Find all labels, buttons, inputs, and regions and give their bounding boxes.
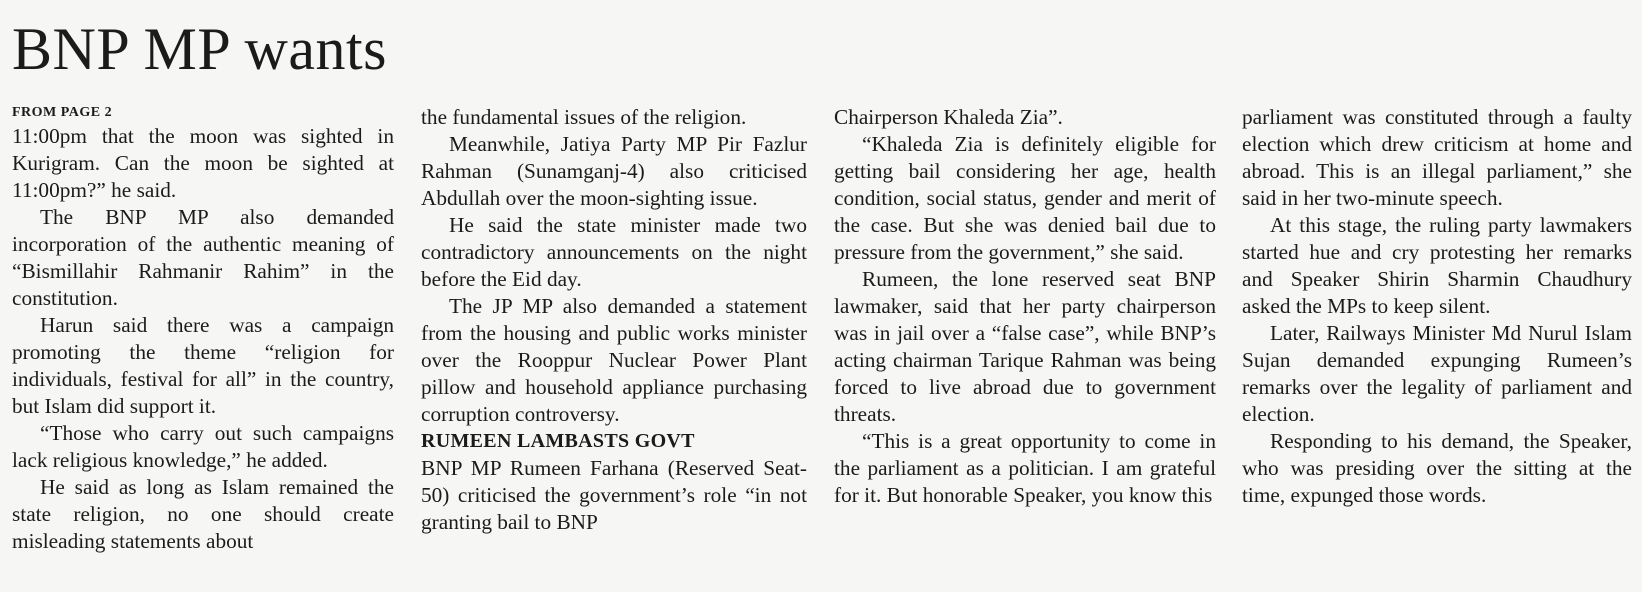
paragraph: “Those who carry out such campaigns lack religious knowledge,” he added. [12,421,394,472]
subhead: RUMEEN LAMBASTS GOVT [421,430,695,452]
paragraph: The JP MP also demanded a statement from the housing and public works minister over the Rooppur Nuclear Power Plant pillow and household appliance purchasing corruption controversy. [421,294,807,426]
paragraph: “Khaleda Zia is definitely eligible for getting bail considering her age, health condition, social status, gender and merit of the case. But she was denied bail due to pressure from the government,” she said. [834,132,1216,264]
column-2 [421,104,807,536]
column-1 [12,104,394,555]
paragraph: BNP MP Rumeen Farhana (Reserved Seat-50) criticised the government’s role “in not granting bail to BNP [421,456,807,534]
paragraph: the fundamental issues of the religion. [421,105,747,129]
paragraph: parliament was constituted through a faulty election which drew criticism at home and abroad. This is an illegal parliament,” she said in her two-minute speech. [1242,105,1632,210]
column-4 [1242,104,1632,509]
paragraph: 11:00pm that the moon was sighted in Kurigram. Can the moon be sighted at 11:00pm?” he said. [12,124,394,202]
paragraph: Meanwhile, Jatiya Party MP Pir Fazlur Rahman (Sunamganj-4) also criticised Abdullah over the moon-sighting issue. [421,132,807,210]
paragraph: “This is a great opportunity to come in the parliament as a politician. I am grateful for it. But honorable Speaker, you know this [834,429,1216,507]
jump-line: FROM PAGE 2 [12,105,113,120]
paragraph: Rumeen, the lone reserved seat BNP lawmaker, said that her party chairperson was in jail over a “false case”, while BNP’s acting chairman Tarique Rahman was being forced to live abroad due to government threats. [834,267,1216,426]
paragraph: He said the state minister made two contradictory announcements on the night before the Eid day. [421,213,807,291]
article-body [12,104,1630,584]
paragraph: Harun said there was a campaign promoting the theme “religion for individuals, festival for all” in the country, but Islam did support it. [12,313,394,418]
headline: BNP MP wants [12,16,387,82]
paragraph: Later, Railways Minister Md Nurul Islam Sujan demanded expunging Rumeen’s remarks over the legality of parliament and election. [1242,321,1632,426]
paragraph: The BNP MP also demanded incorporation of the authentic meaning of “Bismillahir Rahmanir Rahim” in the constitution. [12,205,394,310]
paragraph: Chairperson Khaleda Zia”. [834,105,1063,129]
column-3 [834,104,1216,509]
paragraph: He said as long as Islam remained the state religion, no one should create misleading statements about [12,475,394,553]
paragraph: At this stage, the ruling party lawmakers started hue and cry protesting her remarks and Speaker Shirin Sharmin Chaudhury asked the MPs to keep silent. [1242,213,1632,318]
paragraph: Responding to his demand, the Speaker, who was presiding over the sitting at the time, expunged those words. [1242,429,1632,507]
